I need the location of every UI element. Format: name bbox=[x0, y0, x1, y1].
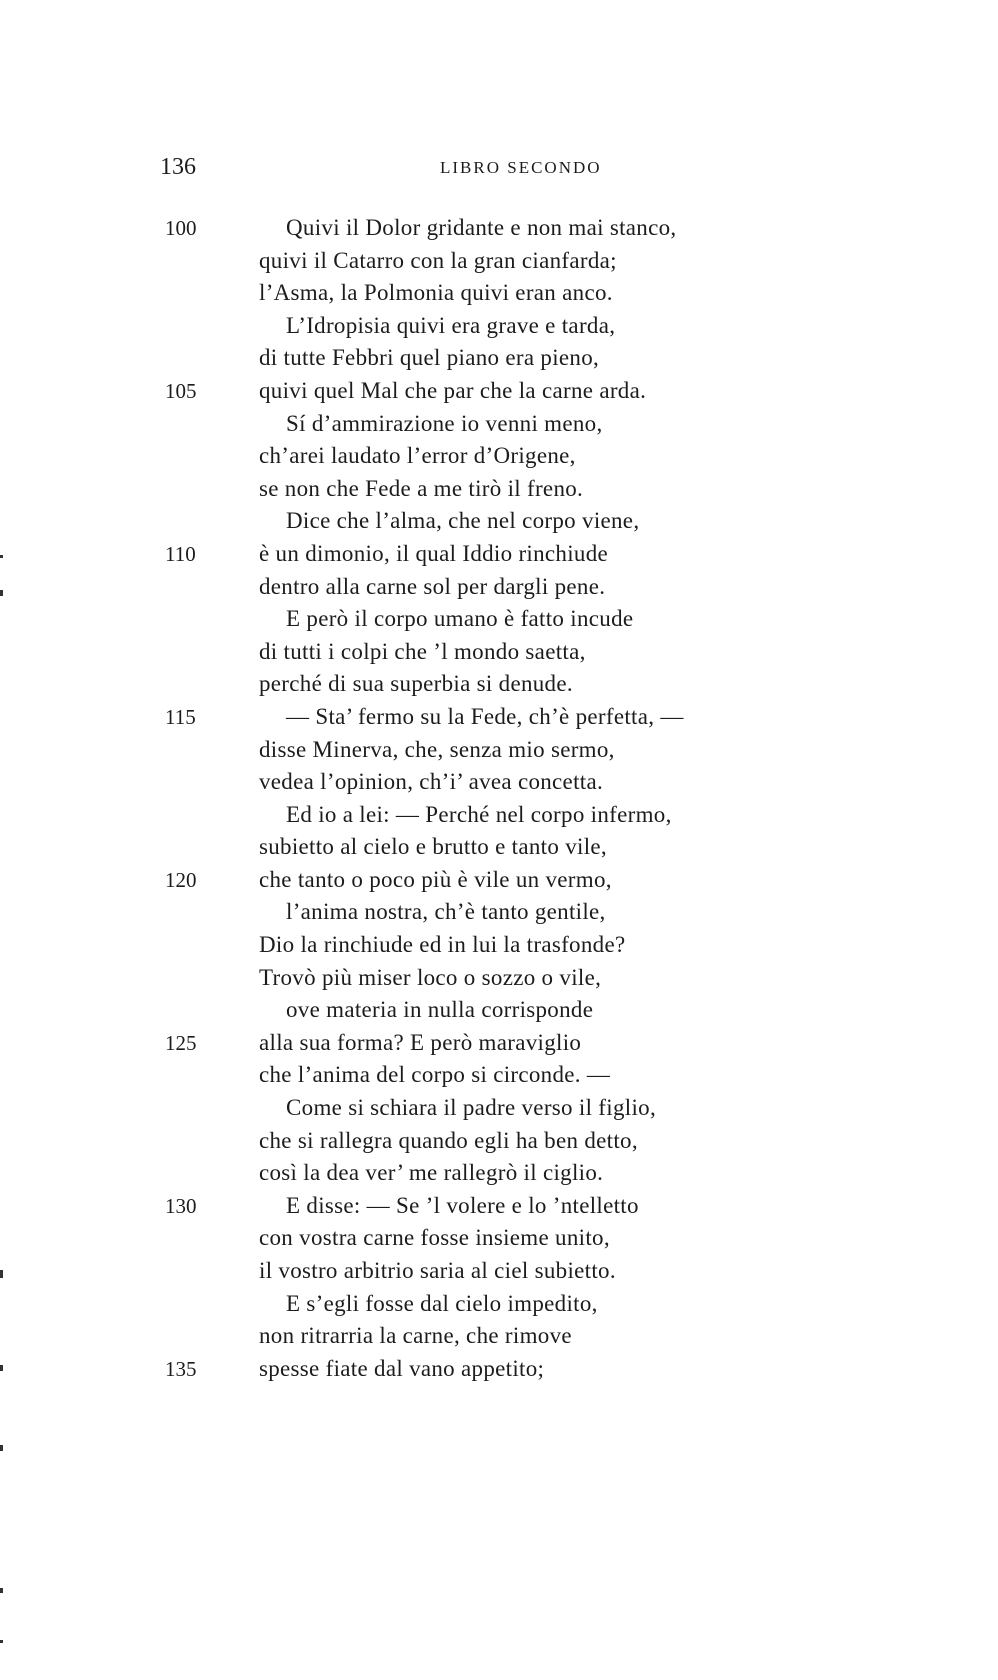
running-title: LIBRO SECONDO bbox=[440, 158, 602, 177]
line-number: 100 bbox=[165, 216, 197, 240]
verse-text: Dice che l’alma, che nel corpo viene, bbox=[286, 508, 640, 534]
verse-line bbox=[0, 505, 998, 538]
verse-text: dentro alla carne sol per dargli pene. bbox=[259, 573, 606, 599]
line-number: 125 bbox=[165, 1030, 197, 1055]
line-number: 115 bbox=[165, 704, 196, 729]
scan-edge-mark bbox=[0, 590, 3, 596]
verse-text: Trovò più miser loco o sozzo o vile, bbox=[259, 964, 602, 990]
verse-line bbox=[0, 1190, 998, 1223]
verse-line bbox=[0, 896, 998, 929]
verse-text: E s’egli fosse dal cielo impedito, bbox=[286, 1290, 598, 1316]
scan-edge-mark bbox=[0, 1588, 3, 1593]
verse-line bbox=[0, 1157, 998, 1190]
verse-line bbox=[0, 864, 998, 897]
scan-edge-mark bbox=[0, 1640, 3, 1643]
verse-text: è un dimonio, il qual Iddio rinchiude bbox=[259, 540, 609, 566]
verse-line bbox=[0, 277, 998, 310]
verse-line bbox=[0, 473, 998, 506]
verse-text: l’anima nostra, ch’è tanto gentile, bbox=[286, 899, 606, 925]
verse-text: ch’arei laudato l’error d’Origene, bbox=[259, 443, 576, 469]
verse-text: vedea l’opinion, ch’i’ avea concetta. bbox=[259, 769, 604, 795]
verse-text: non ritrarria la carne, che rimove bbox=[259, 1323, 572, 1349]
verse-text: di tutti i colpi che ’l mondo saetta, bbox=[259, 638, 586, 664]
scan-edge-mark bbox=[0, 1445, 3, 1451]
line-number: 110 bbox=[165, 541, 196, 566]
scan-edge-mark bbox=[0, 1270, 3, 1278]
verse-line bbox=[0, 766, 998, 799]
verse-text: quivi quel Mal che par che la carne arda. bbox=[259, 377, 647, 403]
verse-line bbox=[0, 668, 998, 701]
verse-line bbox=[0, 1353, 998, 1386]
verse-text: subietto al cielo e brutto e tanto vile, bbox=[259, 834, 607, 860]
verse-text: Sí d’ammirazione io venni meno, bbox=[286, 410, 603, 436]
verse-text: quivi il Catarro con la gran cianfarda; bbox=[259, 247, 617, 273]
verse-line bbox=[0, 636, 998, 669]
verse-line bbox=[0, 831, 998, 864]
verse-text: ove materia in nulla corrisponde bbox=[286, 997, 594, 1023]
verse-text: che tanto o poco più è vile un vermo, bbox=[259, 866, 612, 892]
verse-text: Quivi il Dolor gridante e non mai stanco, bbox=[286, 215, 677, 240]
verse-text: perché di sua superbia si denude. bbox=[259, 671, 573, 697]
verse-text: così la dea ver’ me rallegrò il ciglio. bbox=[259, 1160, 604, 1186]
verse-line bbox=[0, 1288, 998, 1321]
verse-text: E disse: — Se ’l volere e lo ’ntelletto bbox=[286, 1192, 639, 1218]
verse-line bbox=[0, 994, 998, 1027]
verse-text: alla sua forma? E però maraviglio bbox=[259, 1029, 582, 1055]
verse-line bbox=[0, 701, 998, 734]
verse-line bbox=[0, 1320, 998, 1353]
verse-text: l’Asma, la Polmonia quivi eran anco. bbox=[259, 280, 613, 306]
verse-text: di tutte Febbri quel piano era pieno, bbox=[259, 345, 600, 371]
verse-line bbox=[0, 929, 998, 962]
verse-text: se non che Fede a me tirò il freno. bbox=[259, 475, 584, 501]
line-number: 105 bbox=[165, 378, 197, 403]
verse-text: L’Idropisia quivi era grave e tarda, bbox=[286, 312, 616, 338]
verse-text: il vostro arbitrio saria al ciel subietto. bbox=[259, 1258, 616, 1283]
verse-line bbox=[0, 1255, 998, 1288]
page-number: 136 bbox=[160, 154, 196, 180]
verse-text: che l’anima del corpo si circonde. — bbox=[259, 1062, 611, 1088]
verse-line bbox=[0, 1125, 998, 1158]
verse-line bbox=[0, 342, 998, 375]
verse-text: E però il corpo umano è fatto incude bbox=[286, 606, 634, 632]
line-number: 130 bbox=[165, 1193, 197, 1218]
verse-line bbox=[0, 1059, 998, 1092]
verse-text: Dio la rinchiude ed in lui la trasfonde? bbox=[259, 932, 626, 958]
verse-text: — Sta’ fermo su la Fede, ch’è perfetta, — bbox=[286, 703, 684, 729]
line-number: 135 bbox=[165, 1356, 197, 1381]
verse-text: disse Minerva, che, senza mio sermo, bbox=[259, 736, 615, 762]
verse-line bbox=[0, 799, 998, 832]
verse-line bbox=[0, 1222, 998, 1255]
verse-text: Come si schiara il padre verso il figlio, bbox=[286, 1095, 656, 1121]
scan-edge-mark bbox=[0, 1365, 3, 1371]
verse-text: che si rallegra quando egli ha ben detto, bbox=[259, 1127, 638, 1153]
verse-text: spesse fiate dal vano appetito; bbox=[259, 1355, 545, 1381]
verse-text: Ed io a lei: — Perché nel corpo infermo, bbox=[286, 801, 672, 827]
verse-line bbox=[0, 212, 998, 245]
scan-edge-mark bbox=[0, 555, 3, 558]
verse-line bbox=[0, 440, 998, 473]
verse-line bbox=[0, 375, 998, 408]
verse-line bbox=[0, 734, 998, 767]
verse-line bbox=[0, 310, 998, 343]
verse-line bbox=[0, 962, 998, 995]
verse-line bbox=[0, 1092, 998, 1125]
verse-line bbox=[0, 1027, 998, 1060]
line-number: 120 bbox=[165, 867, 197, 892]
verse-line bbox=[0, 538, 998, 571]
verse-line bbox=[0, 603, 998, 636]
poem-body bbox=[0, 212, 998, 1385]
verse-line bbox=[0, 571, 998, 604]
verse-text: con vostra carne fosse insieme unito, bbox=[259, 1225, 610, 1251]
verse-line bbox=[0, 245, 998, 278]
verse-line bbox=[0, 408, 998, 441]
